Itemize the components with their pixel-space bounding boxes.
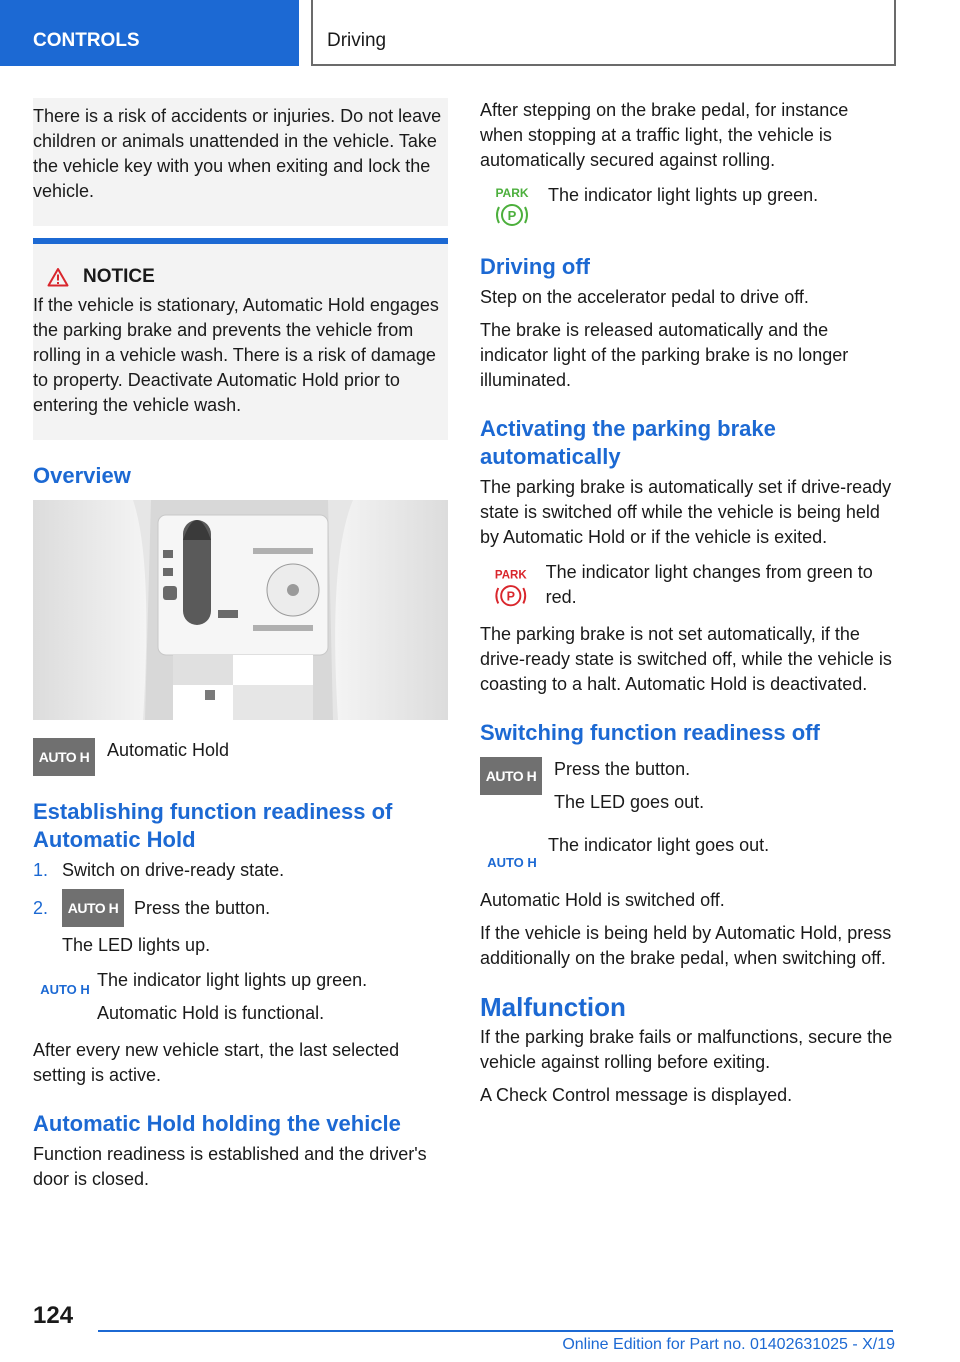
malfunction-text: If the parking brake fails or malfunctions, secure the vehicle against rolling before exiting. (480, 1027, 893, 1072)
park-brake-green-icon (480, 183, 544, 231)
holding-heading: Automatic Hold holding the vehicle (33, 1111, 401, 1136)
svg-text:P: P (506, 589, 515, 604)
park-brake-red-icon (480, 564, 542, 612)
switch-off-button-row (480, 757, 895, 823)
functional-text: Automatic Hold is functional. (97, 1003, 325, 1023)
park-green-row (480, 183, 895, 231)
auto-h-indicator-icon: AUTO H (487, 855, 537, 870)
auto-h-button-icon: AUTO H (33, 738, 95, 776)
auto-h-button-icon: AUTO H (62, 889, 124, 927)
switched-off-text: Automatic Hold is switched off. (480, 890, 725, 910)
park-red-row (480, 560, 895, 612)
establish-steps (33, 858, 448, 927)
svg-text:PARK: PARK (494, 569, 527, 582)
holding-text: Function readiness is established and the driver's door is closed. (33, 1144, 427, 1189)
notice-text: If the vehicle is stationary, Automatic Hold engages the parking brake and prevents the vehicle from rolling in a vehicle wash. There is a risk of damage to property. Deactivate Automatic Hold prior to entering the vehicle wash. (33, 295, 439, 415)
indicator-out-row (480, 833, 895, 870)
park-red-text: The indicator light changes from green to red. (545, 562, 873, 607)
center-console-image (33, 500, 448, 720)
edition-link[interactable]: Online Edition for Part no. 01402631025 - X/19 (562, 1336, 895, 1353)
page-header (0, 0, 960, 66)
auto-h-indicator-icon: AUTO H (40, 982, 90, 997)
auto-h-caption-row (33, 738, 448, 776)
warning-text: There is a risk of accidents or injuries. Do not leave children or animals unattended in the vehicle. Take the vehicle key with you when exiting and lock the vehicle. (33, 106, 442, 201)
driving-off-heading: Driving off (480, 254, 590, 279)
step-number: 1. (33, 860, 49, 880)
after-start-text: After every new vehicle start, the last selected setting is active. (33, 1040, 400, 1085)
chapter-label: Driving (311, 0, 896, 66)
warning-box (33, 98, 448, 226)
switch-off-heading: Switching function readiness off (480, 720, 820, 745)
indicator-out-text: The indicator light goes out. (548, 835, 770, 855)
list-item (33, 858, 448, 883)
press-button-text: Press the button. (554, 759, 691, 779)
right-column (480, 98, 895, 1116)
overview-heading: Overview (33, 463, 131, 488)
park-green-text: The indicator light lights up green. (548, 185, 819, 205)
not-set-text: The parking brake is not set automatically, if the drive-ready state is switched off, while the vehicle is coasting to a halt. Automatic Hold is deactivated. (480, 624, 892, 694)
left-column (33, 98, 448, 1200)
step-number: 2. (33, 897, 49, 918)
malfunction-heading: Malfunction (480, 992, 626, 1022)
held-text: If the vehicle is being held by Automatic Hold, press additionally on the brake pedal, when switching off. (480, 923, 892, 968)
activating-heading: Activating the parking brake automatically (480, 416, 776, 469)
page-number: 124 (33, 1302, 74, 1329)
establish-heading: Establishing function readiness of Automatic Hold (33, 799, 393, 852)
auto-h-caption: Automatic Hold (107, 740, 230, 760)
led-out-text: The LED goes out. (554, 792, 705, 812)
led-lights-text: The LED lights up. (62, 935, 211, 955)
check-control-text: A Check Control message is displayed. (480, 1085, 793, 1105)
brake-text: After stepping on the brake pedal, for instance when stopping at a traffic light, the vehicle is automatically secured against rolling. (480, 100, 849, 170)
driving-off-text-1: Step on the accelerator pedal to drive off. (480, 287, 809, 307)
section-label: CONTROLS (0, 0, 299, 66)
footer-divider (98, 1330, 893, 1332)
auto-h-button-icon: AUTO H (480, 757, 542, 795)
activating-text: The parking brake is automatically set if drive-ready state is switched off while the vehicle is being held by Automatic Hold or if the vehicle is exited. (480, 477, 892, 547)
svg-text:PARK: PARK (495, 186, 529, 200)
step-text: Press the button. (134, 897, 271, 918)
notice-heading (33, 264, 448, 289)
indicator-row (33, 968, 448, 1034)
list-item (33, 889, 448, 927)
warning-triangle-icon (47, 267, 69, 287)
step-text: Switch on drive-ready state. (62, 860, 285, 880)
notice-title: NOTICE (83, 266, 155, 287)
indicator-green-text: The indicator light lights up green. (97, 970, 368, 990)
notice-box (33, 238, 448, 440)
driving-off-text-2: The brake is released automatically and the indicator light of the parking brake is no longer illuminated. (480, 320, 849, 390)
svg-text:P: P (507, 208, 517, 223)
